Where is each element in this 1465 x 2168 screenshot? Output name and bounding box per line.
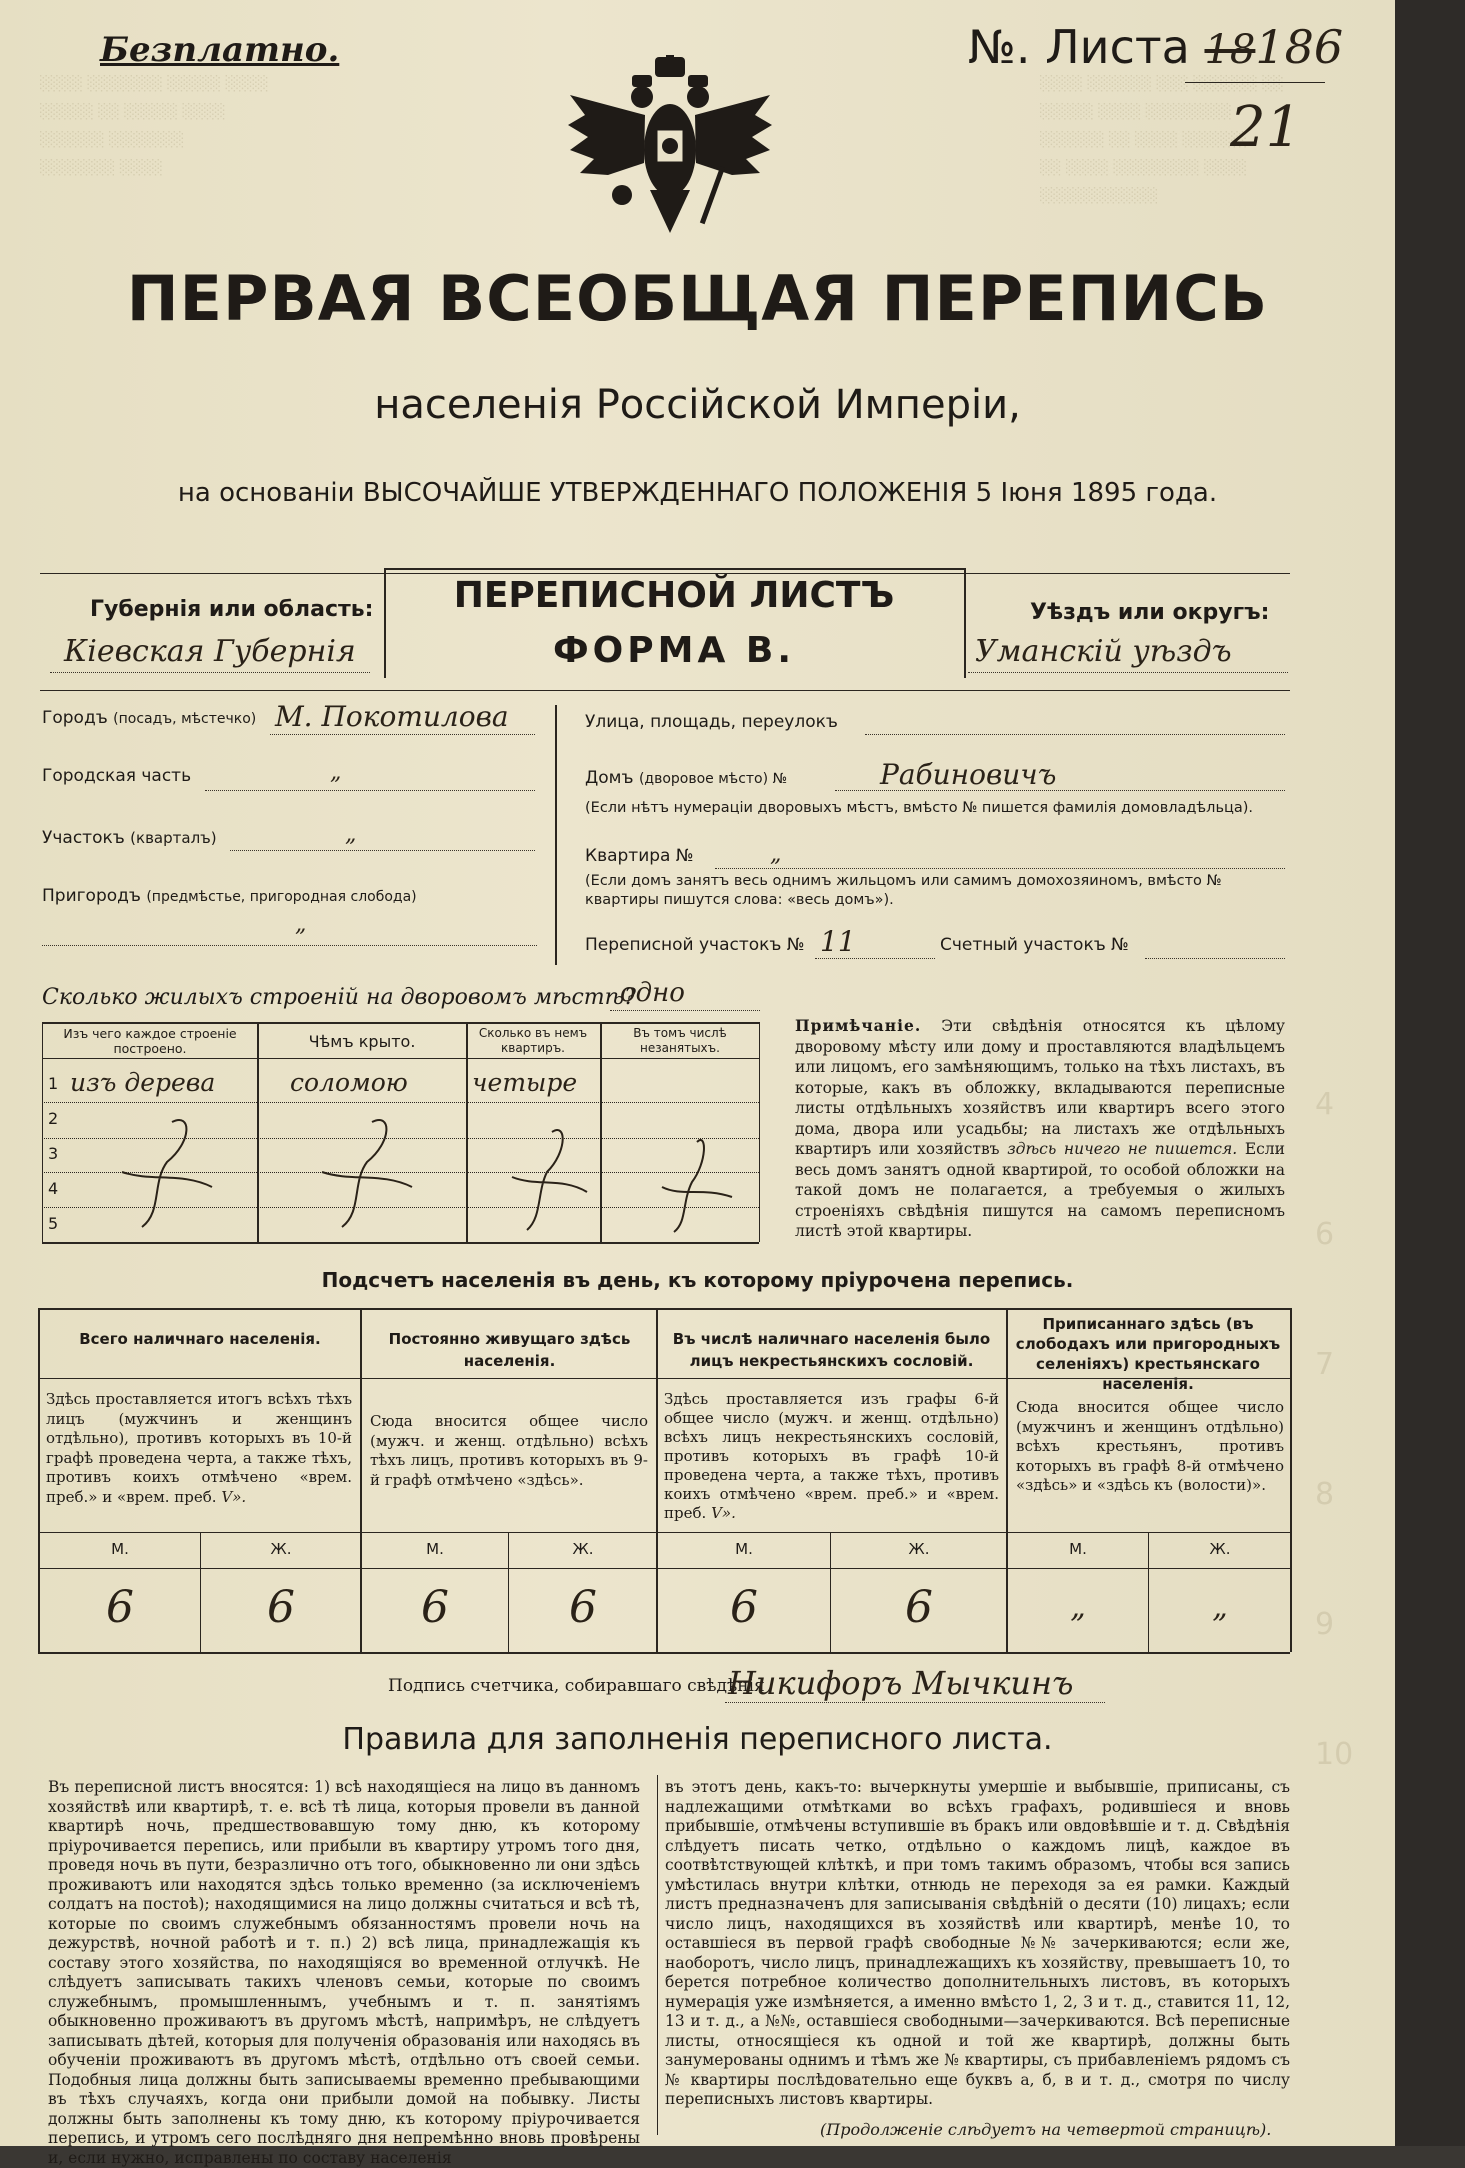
pop-col3-head: Въ числѣ наличнаго населенія было лицъ некрестьянскихъ сословій. bbox=[672, 1330, 991, 1370]
form-type: ФОРМА В. bbox=[552, 630, 796, 671]
subtitle: населенія Россійской Имперіи, bbox=[374, 382, 1021, 428]
building-roof-value: соломою bbox=[290, 1068, 408, 1097]
kvartira-note: (Если домъ занятъ весь однимъ жильцомъ или самимъ домохозяиномъ, вмѣсто № квартиры пишутся слова: «весь домъ»). bbox=[585, 873, 1222, 908]
dom-label: Домъ bbox=[585, 768, 634, 788]
pop-m-label-1: М. bbox=[111, 1540, 129, 1558]
pop-value-total-zh: 6 bbox=[267, 1582, 295, 1633]
pop-col4-head: Приписаннаго здѣсь (въ слободахъ или пригородныхъ селеніяхъ) крестьянскаго населенія. bbox=[1015, 1315, 1281, 1393]
row-number: 1 bbox=[48, 1074, 59, 1093]
pop-zh-label-4: Ж. bbox=[1209, 1540, 1231, 1558]
schet-label: Счетный участокъ № bbox=[940, 935, 1129, 955]
note-text: Эти свѣдѣнія относятся къ цѣлому дворовому мѣсту или дому и проставляются владѣльцемъ или лицомъ, его замѣняющимъ, только на тѣхъ листахъ, въ которые, какъ въ обложку, вкладываются переписные листы отдѣльныхъ хозяйствъ или квартиръ всего этого дома, двора или усадьбы; на листахъ же отдѣльныхъ квартиръ или хозяйствъ bbox=[795, 1017, 1285, 1158]
sheet-number-hand: 186 bbox=[1255, 20, 1344, 74]
rules-continued: (Продолженіе слѣдуетъ на четвертой страницѣ). bbox=[820, 2120, 1272, 2139]
gubernia-label: Губернія или область: bbox=[90, 597, 374, 622]
imperial-eagle-icon bbox=[560, 55, 780, 235]
buildings-col-vacant: Въ томъ числѣ незанятыхъ. bbox=[633, 1026, 727, 1055]
pop-value-peasant-m: „ bbox=[1070, 1590, 1086, 1625]
perepis-label: Переписной участокъ № bbox=[585, 935, 805, 955]
pop-zh-label-2: Ж. bbox=[572, 1540, 594, 1558]
form-title: ПЕРЕПИСНОЙ ЛИСТЪ bbox=[453, 575, 895, 616]
pop-col2-text: Сюда вносится общее число (мужч. и женщ. отдѣльно) всѣхъ тѣхъ лицъ, противъ которыхъ въ 9-й графѣ отмѣчено «здѣсь». bbox=[370, 1412, 648, 1489]
gorod-label: Городъ bbox=[42, 708, 108, 728]
note-title: Примѣчаніе. bbox=[795, 1016, 922, 1035]
gorod-row bbox=[42, 708, 256, 728]
gorod-hint: (посадъ, мѣстечко) bbox=[113, 711, 257, 727]
uchastok-value: „ bbox=[345, 822, 357, 847]
gorod-value: М. Покотилова bbox=[275, 700, 509, 733]
pop-col1-text bbox=[46, 1390, 352, 1507]
prigorod-hint: (предмѣстье, пригородная слобода) bbox=[146, 889, 417, 905]
note-text-2: Если весь домъ занятъ одной квартирой, то особой обложки на такой домъ не полагается, а требуемыя о жилыхъ строеніяхъ свѣдѣнія пишутся на самомъ переписномъ листѣ этой квартиры. bbox=[795, 1140, 1285, 1240]
ulitsa-label: Улица, площадь, переулокъ bbox=[585, 712, 838, 732]
pop-m-label-4: М. bbox=[1069, 1540, 1087, 1558]
sheet-number-struck: 18 bbox=[1204, 27, 1256, 73]
buildings-question: Сколько жилыхъ строеній на дворовомъ мѣстѣ? bbox=[42, 985, 636, 1010]
pop-value-total-m: 6 bbox=[106, 1582, 134, 1633]
pop-col3-text bbox=[664, 1390, 999, 1523]
dom-hint: (дворовое мѣсто) № bbox=[638, 771, 788, 787]
sheet-number-label: №. Листа bbox=[968, 20, 1190, 74]
dom-note: (Если нѣтъ нумераціи дворовыхъ мѣстъ, вмѣсто № пишется фамилія домовладѣльца). bbox=[585, 800, 1254, 816]
chast-label: Городская часть bbox=[42, 766, 192, 786]
bleed-through-numbers: 4 6 7 8 9 10 bbox=[1315, 1087, 1354, 1772]
row-number: 5 bbox=[48, 1214, 59, 1233]
buildings-col-apartments: Сколько въ немъ квартиръ. bbox=[478, 1026, 588, 1055]
kvartira-value: „ bbox=[770, 842, 782, 867]
uchastok-hint: (кварталъ) bbox=[130, 829, 217, 847]
prigorod-label: Пригородъ bbox=[42, 886, 141, 906]
pop-col3-check-mark: V». bbox=[711, 1504, 736, 1522]
pop-col1-head: Всего наличнаго населенія. bbox=[79, 1330, 321, 1348]
pop-value-peasant-zh: „ bbox=[1212, 1590, 1228, 1625]
prigorod-value: „ bbox=[295, 912, 307, 937]
pop-col1-check-mark: V». bbox=[221, 1487, 247, 1506]
dom-value: Рабиновичъ bbox=[880, 758, 1057, 791]
bleed-through-left: ░░░░ ░░░░░░░ ░░░░░ ░░░░ ░░░░░ ░░ ░░░░░ ░░░░ ░░░░░░ ░░░░░░░ ░░░░░░░ ░░░░ bbox=[40, 76, 269, 176]
buildings-note bbox=[795, 1016, 1285, 1242]
pop-col3-text-body: Здѣсь проставляется изъ графы 6-й общее число (мужч. и женщ. отдѣльно) всѣхъ лицъ некрестьянскихъ сословій, противъ которыхъ въ графѣ 10-й проведена черта, а также тѣхъ, противъ коихъ отмѣчено «врем. преб.» и «врем. преб. bbox=[664, 1390, 999, 1522]
pop-value-nonpeasant-zh: 6 bbox=[905, 1582, 933, 1633]
pop-m-label-3: М. bbox=[735, 1540, 753, 1558]
rules-left-column: Въ переписной листъ вносятся: 1) всѣ находящіеся на лицо въ данномъ хозяйствѣ или квартирѣ, т. е. всѣ тѣ лица, которыя провели въ данной квартирѣ ночь, предшествовавшую тому дню, къ которому пріурочивается перепись, или прибыли въ квартиру утромъ того дня, проведя ночь въ пути, безразлично отъ того, обыкновенно ли они здѣсь проживаютъ или находятся здѣсь только временно (за исключеніемъ солдатъ на постоѣ); находящимися на лицо должны считаться и всѣ тѣ, которые по своимъ служебнымъ обязанностямъ провели ночь на дежурствѣ, ночной работѣ и т. п.) 2) всѣ лица, принадлежащія къ составу этого хозяйства, по находящіяся во временной отлучкѣ. Не слѣдуетъ записывать такихъ членовъ семьи, которые по своимъ служебнымъ, промышленнымъ, учебнымъ и т. п. занятіямъ обыкновенно проживаютъ въ другомъ мѣстѣ, напримѣръ, не слѣдуетъ записывать дѣтей, которыя для полученія образованія или находясь въ обученіи проживаютъ въ другомъ мѣстѣ, отдѣльно отъ своей семьи. Подобныя лица должны быть записываемы временно пребывающими въ тѣхъ случаяхъ, когда они прибыли домой на побывку. Листы должны быть заполнены къ тому дню, къ которому пріурочивается перепись, и утромъ сего послѣдняго дня непремѣнно вновь провѣрены и, если нужно, исправлены по составу населенія bbox=[48, 1778, 640, 2167]
buildings-answer: одно bbox=[620, 978, 685, 1008]
uchastok-row bbox=[42, 828, 217, 848]
signature-value: Никифоръ Мычкинъ bbox=[728, 1664, 1074, 1702]
buildings-ditto-marks bbox=[42, 1102, 759, 1242]
building-apartments-value: четыре bbox=[472, 1068, 578, 1097]
kvartira-label: Квартира № bbox=[585, 846, 694, 866]
pop-col4-text: Сюда вносится общее число (мужчинъ и женщинъ отдѣльно) всѣхъ крестьянъ, противъ которыхъ въ графѣ 8-й отмѣчено «здѣсь» и «здѣсь къ (волости)». bbox=[1016, 1398, 1284, 1494]
building-material-value: изъ дерева bbox=[70, 1068, 216, 1097]
pop-value-nonpeasant-m: 6 bbox=[730, 1582, 758, 1633]
dom-row bbox=[585, 768, 787, 788]
sheet-number bbox=[968, 20, 1343, 74]
uezd-value: Уманскій уѣздъ bbox=[975, 634, 1232, 669]
pop-col2-head: Постоянно живущаго здѣсь населенія. bbox=[388, 1330, 631, 1370]
sheet-number-hand-2: 21 bbox=[1230, 95, 1302, 160]
free-label: Безплатно. bbox=[100, 30, 340, 70]
main-title: ПЕРВАЯ ВСЕОБЩАЯ ПЕРЕПИСЬ bbox=[126, 262, 1269, 335]
pop-col1-text-body: Здѣсь проставляется итогъ всѣхъ тѣхъ лицъ (мужчинъ и женщинъ отдѣльно), противъ которыхъ въ 10-й графѣ проведена черта, а также тѣхъ, противъ коихъ отмѣчено «врем. преб.» и «врем. преб. bbox=[46, 1390, 352, 1506]
pop-value-permanent-m: 6 bbox=[421, 1582, 449, 1633]
pop-m-label-2: М. bbox=[426, 1540, 444, 1558]
prigorod-row bbox=[42, 886, 417, 906]
chast-value: „ bbox=[330, 760, 342, 785]
rules-right-column: въ этотъ день, какъ-то: вычеркнуты умершіе и выбывшіе, приписаны, съ надлежащими отмѣтками во всѣхъ графахъ, родившіеся и вновь прибывшіе, отмѣчены вступившіе въ бракъ или овдовѣвшіе и т. д. Свѣдѣнія слѣдуетъ писать четко, отдѣльно о каждомъ лицѣ, каждое въ соотвѣтствующей клѣткѣ, и при томъ такимъ образомъ, чтобы вся запись умѣстилась внутри клѣтки, отнюдь не переходя за ея рамки. Каждый листъ предназначенъ для записыванія свѣдѣній о десяти (10) лицахъ; если число лицъ, находящихся въ хозяйствѣ или квартирѣ, менѣе 10, то оставшіеся въ первой графѣ свободные №№ зачеркиваются; если же, наоборотъ, число лицъ, принадлежащихъ къ хозяйству, превышаетъ 10, то берется потребное количество дополнительныхъ листовъ, въ которыхъ нумерація уже измѣняется, а именно вмѣсто 1, 2, 3 и т. д., ставится 11, 12, 13 и т. д., а №№, оставшіеся свободными—зачеркиваются. Всѣ переписные листы, относящіеся къ одной и той же квартирѣ, должны быть занумерованы однимъ и тѣмъ же № квартиры, съ прибавленіемъ рядомъ съ № квартиры послѣдовательно еще буквъ а, б, в и т. д., смотря по числу переписныхъ листовъ квартиры. bbox=[665, 1778, 1290, 2108]
perepis-value: 11 bbox=[820, 925, 856, 958]
row-number: 3 bbox=[48, 1144, 59, 1163]
note-italic: здѣсь ничего не пишется. bbox=[1007, 1140, 1238, 1158]
legal-basis: на основаніи ВЫСОЧАЙШЕ УТВЕРЖДЕННАГО ПОЛОЖЕНІЯ 5 Іюня 1895 года. bbox=[177, 478, 1218, 508]
row-number: 4 bbox=[48, 1179, 59, 1198]
rules-title: Правила для заполненія переписного листа. bbox=[342, 1722, 1053, 1757]
uchastok-label: Участокъ bbox=[42, 828, 125, 848]
pop-value-permanent-zh: 6 bbox=[569, 1582, 597, 1633]
row-number: 2 bbox=[48, 1109, 59, 1128]
pop-zh-label-3: Ж. bbox=[908, 1540, 930, 1558]
buildings-col-material: Изъ чего каждое строеніе построено. bbox=[63, 1026, 237, 1056]
buildings-col-roof: Чѣмъ крыто. bbox=[308, 1032, 416, 1051]
population-title: Подсчетъ населенія въ день, къ которому пріурочена перепись. bbox=[321, 1268, 1074, 1292]
pop-zh-label-1: Ж. bbox=[270, 1540, 292, 1558]
bleed-through-right: ░░░░ ░░░░░░ ░░░ ░░░░░░ ░░ ░░░░░ ░░░░ ░░░░░░░░ ░░░░░░ ░░ ░░░░ ░░░░░░ ░░ ░░░░ ░░░░░░░░ ░░░░ ░░░░░░░░░░░ bbox=[1040, 76, 1284, 204]
uezd-label: Уѣздъ или округъ: bbox=[1030, 600, 1270, 625]
gubernia-value: Кіевская Губернія bbox=[64, 634, 356, 669]
signature-label: Подпись счетчика, собиравшаго свѣдѣнія bbox=[388, 1676, 765, 1696]
scan-edge bbox=[1395, 0, 1465, 2146]
